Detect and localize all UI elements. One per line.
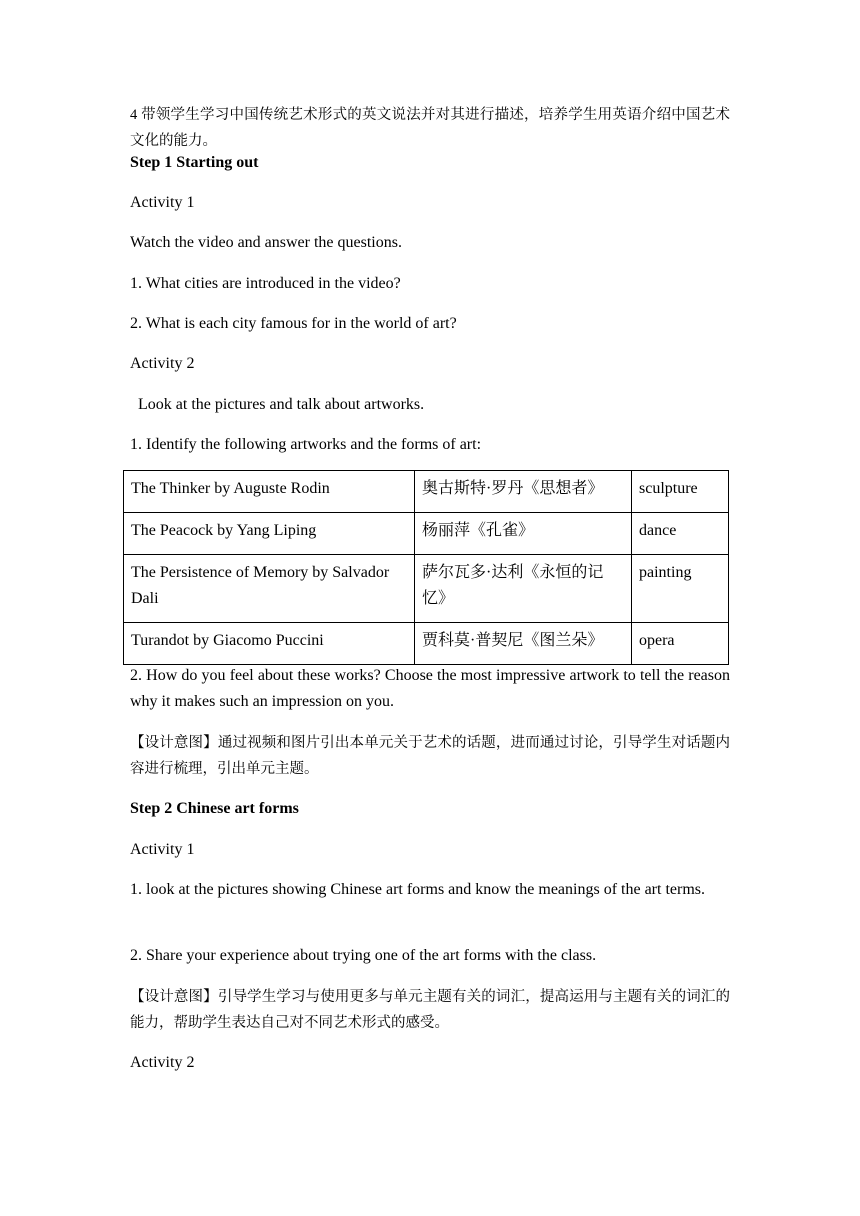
- step1-activity1-question-2: 2. What is each city famous for in the world of art?: [130, 315, 457, 332]
- step2-activity1-title: Activity 1: [130, 841, 195, 858]
- table-row: [124, 555, 729, 623]
- table-row: [124, 623, 729, 665]
- step2-activity2-title: Activity 2: [130, 1054, 195, 1071]
- table-row: [124, 471, 729, 513]
- artwork-english-cell: Turandot by Giacomo Puccini: [124, 623, 415, 665]
- step2-activity1-item-1: 1. look at the pictures showing Chinese art forms and know the meanings of the art terms.: [130, 881, 705, 898]
- step2-heading: Step 2 Chinese art forms: [130, 800, 299, 817]
- step2-design-intent: 【设计意图】引导学生学习与使用更多与单元主题有关的词汇，提高运用与主题有关的词汇的能力，帮助学生表达自己对不同艺术形式的感受。: [130, 989, 730, 1031]
- step2-activity1-item-2: 2. Share your experience about trying one of the art forms with the class.: [130, 947, 597, 964]
- art-form-cell: painting: [632, 555, 729, 623]
- art-form-cell: dance: [632, 513, 729, 555]
- step1-activity2-title: Activity 2: [130, 355, 195, 372]
- step1-activity2-instruction: Look at the pictures and talk about artworks.: [138, 396, 425, 413]
- artwork-chinese-cell: 杨丽萍《孔雀》: [415, 513, 632, 555]
- step1-heading: Step 1 Starting out: [130, 154, 259, 171]
- table-row: [124, 513, 729, 555]
- step1-activity1-instruction: Watch the video and answer the questions.: [130, 234, 402, 251]
- artworks-table: [123, 470, 729, 665]
- artwork-chinese-cell: 奥古斯特·罗丹《思想者》: [415, 471, 632, 513]
- artwork-chinese-cell: 贾科莫·普契尼《图兰朵》: [415, 623, 632, 665]
- art-form-cell: opera: [632, 623, 729, 665]
- step1-activity1-title: Activity 1: [130, 194, 195, 211]
- step1-design-intent: 【设计意图】通过视频和图片引出本单元关于艺术的话题，进而通过讨论，引导学生对话题内容进行梳理，引出单元主题。: [130, 735, 730, 777]
- artwork-chinese-cell: 萨尔瓦多·达利《永恒的记忆》: [415, 555, 632, 623]
- intro-paragraph: 4 带领学生学习中国传统艺术形式的英文说法并对其进行描述，培养学生用英语介绍中国艺术文化的能力。: [130, 107, 730, 149]
- step1-activity2-question-1: 1. Identify the following artworks and the forms of art:: [130, 436, 482, 453]
- step1-activity1-question-1: 1. What cities are introduced in the video?: [130, 275, 401, 292]
- artwork-english-cell: The Peacock by Yang Liping: [124, 513, 415, 555]
- art-form-cell: sculpture: [632, 471, 729, 513]
- artwork-english-cell: The Persistence of Memory by Salvador Dali: [124, 555, 415, 623]
- artwork-english-cell: The Thinker by Auguste Rodin: [124, 471, 415, 513]
- step1-activity2-question-2: 2. How do you feel about these works? Choose the most impressive artwork to tell the reason why it makes such an impression on you.: [130, 667, 730, 710]
